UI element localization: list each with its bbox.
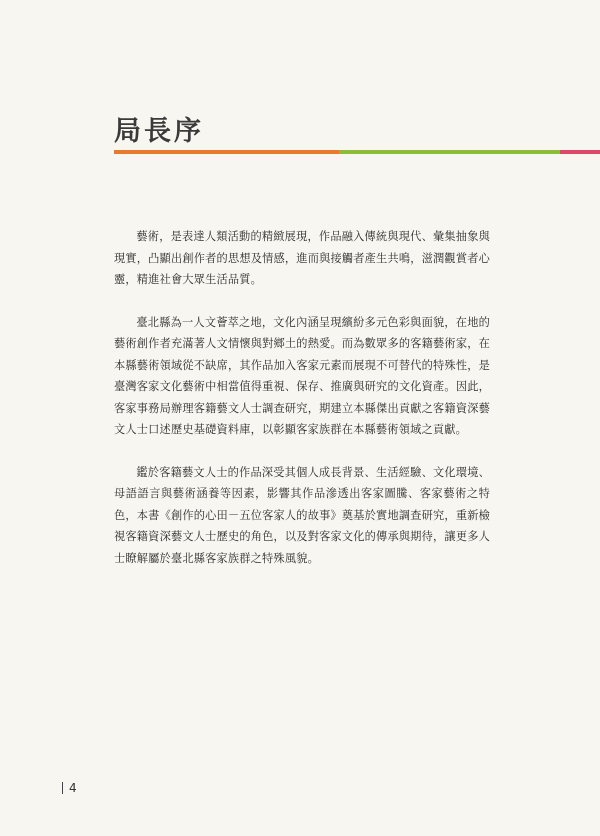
rule-segment-orange xyxy=(114,150,339,154)
paragraph-1: 藝術，是表達人類活動的精緻展現，作品融入傳統與現代、彙集抽象與現實，凸顯出創作者的思想及情感，進而與接觸者產生共鳴，滋潤觀賞者心靈，精進社會大眾生活品質。 xyxy=(114,230,490,286)
page-number-block xyxy=(62,781,77,795)
rule-segment-pink xyxy=(560,150,600,154)
page-number-divider xyxy=(62,782,63,794)
paragraph-3: 鑑於客籍藝文人士的作品深受其個人成長背景、生活經驗、文化環境、母語語言與藝術涵養等因素，影響其作品滲透出客家圖騰、客家藝術之特色，本書《創作的心田－五位客家人的故事》奠基於實地調查研究，重新檢視客籍資深藝文人士歷史的角色，以及對客家文化的傳承與期待，讓更多人士瞭解屬於臺北縣客家族群之特殊風貌。 xyxy=(114,465,490,565)
title-color-rule xyxy=(114,150,600,154)
page-title: 局長序 xyxy=(114,116,204,147)
rule-segment-green xyxy=(339,150,560,154)
paragraph-2: 臺北縣為一人文薈萃之地，文化內涵呈現繽紛多元色彩與面貌，在地的藝術創作者充滿著人文情懷與對鄉土的熱愛。而為數眾多的客籍藝術家，在本縣藝術領域從不缺席，其作品加入客家元素而展現不可替代的特殊性，是臺灣客家文化藝術中相當值得重視、保存、推廣與研究的文化資產。因此，客家事務局辦理客籍藝文人士調查研究，期建立本縣傑出貢獻之客籍資深藝文人士口述歷史基礎資料庫，以彰顯客家族群在本縣藝術領域之貢獻。 xyxy=(114,315,490,436)
page-number: 4 xyxy=(69,781,77,795)
title-block xyxy=(114,116,204,148)
body-text xyxy=(114,226,490,590)
